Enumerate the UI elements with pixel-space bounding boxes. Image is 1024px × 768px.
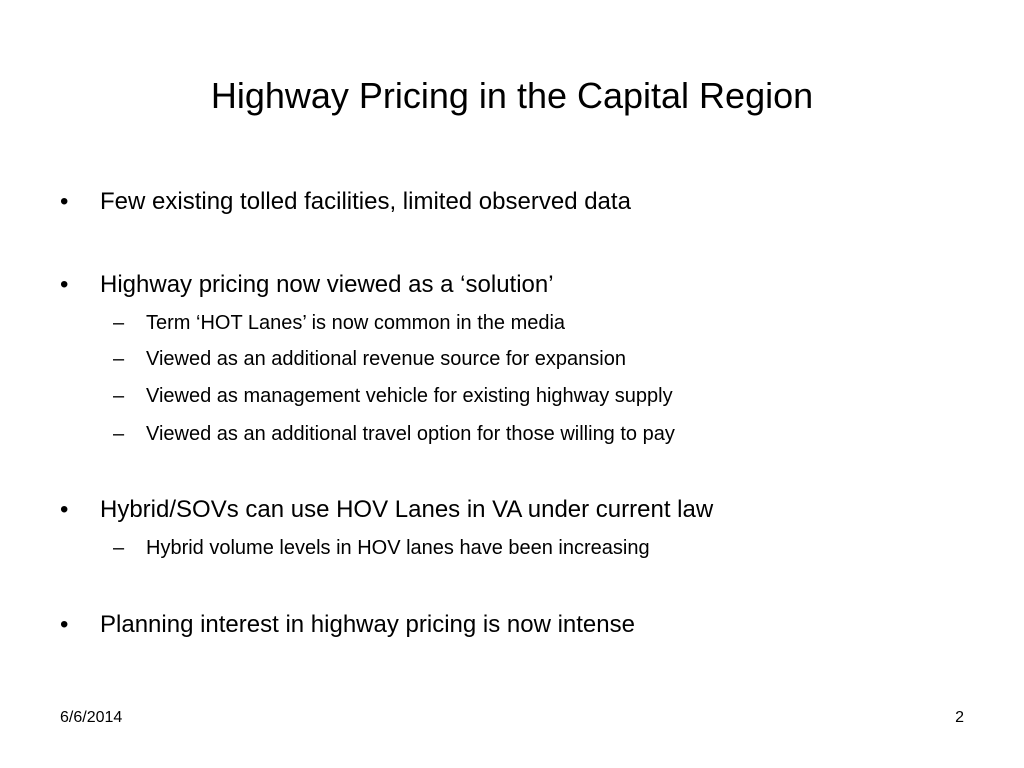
sub-bullet-marker: – bbox=[113, 537, 125, 559]
bullet-text: Few existing tolled facilities, limited observed data bbox=[100, 188, 631, 215]
bullet-text: Highway pricing now viewed as a ‘solution’ bbox=[100, 271, 554, 298]
sub-bullet-text: Viewed as an additional travel option for those willing to pay bbox=[146, 423, 675, 445]
sub-bullet-text: Viewed as an additional revenue source for expansion bbox=[146, 348, 626, 370]
bullet-marker: • bbox=[60, 611, 69, 638]
bullet-marker: • bbox=[60, 496, 69, 523]
sub-bullet-marker: – bbox=[113, 423, 125, 445]
page-number: 2 bbox=[955, 709, 964, 726]
bullet-marker: • bbox=[60, 271, 69, 298]
bullet-text: Planning interest in highway pricing is now intense bbox=[100, 611, 635, 638]
sub-bullet-text: Term ‘HOT Lanes’ is now common in the media bbox=[146, 312, 566, 334]
sub-bullet-marker: – bbox=[113, 385, 125, 407]
bullet-marker: • bbox=[60, 188, 69, 215]
footer-date: 6/6/2014 bbox=[60, 709, 123, 726]
slide-title: Highway Pricing in the Capital Region bbox=[210, 75, 814, 116]
sub-bullet-text: Viewed as management vehicle for existing highway supply bbox=[146, 385, 673, 407]
sub-bullet-marker: – bbox=[113, 312, 125, 334]
sub-bullet-text: Hybrid volume levels in HOV lanes have been increasing bbox=[146, 537, 650, 559]
bullet-text: Hybrid/SOVs can use HOV Lanes in VA under current law bbox=[100, 496, 714, 523]
sub-bullet-marker: – bbox=[113, 348, 125, 370]
